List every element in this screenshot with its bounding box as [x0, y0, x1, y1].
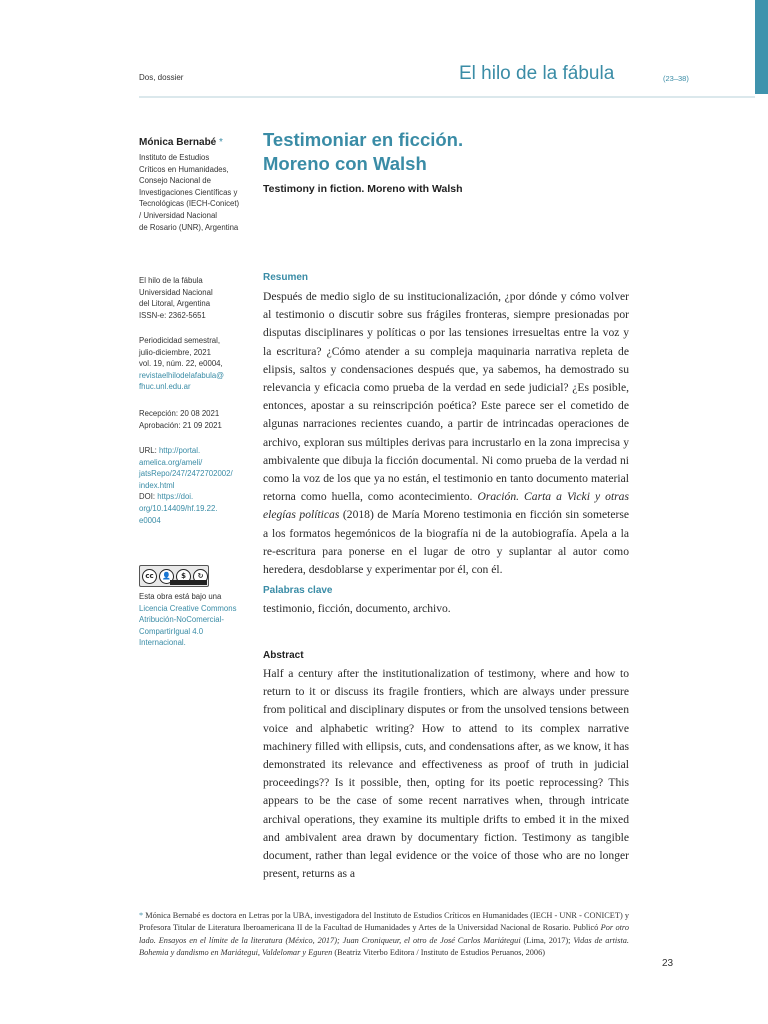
periodicity-line: vol. 19, núm. 22, e0004,: [139, 359, 223, 369]
affiliation-line: Instituto de Estudios: [139, 153, 210, 162]
affiliation-line: Críticos en Humanidades,: [139, 164, 229, 174]
publication-info: [139, 275, 257, 321]
affiliation-line: / Universidad Nacional: [139, 210, 218, 220]
issn: ISSN-e: 2362-5651: [139, 310, 206, 320]
by-attribution-icon: 👤: [159, 569, 174, 584]
abstract-text: Half a century after the institutionalization of testimony, where and how to return to it or discuss its fragile frontiers, which are always under pressure from political and disciplinary disputes or from the unsolved tensions between voice and alphabetic writing? How to attend to its complex narrative machinery filled with ellipsis, cuts, and condensations after, as we know, it has demonstrated its relevance and effectiveness as proof of truth in judicial proceedings?? Is it possible, then, opting for its poetic reprocessing? This appears to be the case of some recent narratives when, through intricate archival operations, they examine its multiple drifts to embed it in the mixed and ambivalent area drawn by documentary fiction. Testimony as tangible document, rather than legal evidence or the voice of those who are no longer present, returns as a: [263, 667, 629, 881]
periodicity-info: [139, 335, 257, 393]
approved-date: Aprobación: 21 09 2021: [139, 420, 222, 430]
resumen-part: (2018) de María Moreno testimonia en ficción sin someterse a los formatos hegemónicos de la biografía ni de la autobiografía. Apela a la re-escritura para ponerse en el lugar de otro y suplantar al autor como heredera, desdoblarse y experimentar por él, con él.: [263, 508, 629, 577]
creative-commons-badge[interactable]: [139, 565, 209, 587]
title-line: Moreno con Walsh: [263, 153, 427, 174]
cc-label-strip: [170, 580, 207, 585]
journal-title: El hilo de la fábula: [459, 63, 615, 84]
section-label: Dos, dossier: [139, 73, 184, 82]
doi-label: DOI:: [139, 492, 156, 502]
journal-name: El hilo de la fábula: [139, 276, 203, 285]
footnote-text: Mónica Bernabé es doctora en Letras por la UBA, investigadora del Instituto de Estudios Críticos en Humanidades (IECH - UNR - CONICET) y Profesora Titular de Literatura Iberoamericana II de la Facultad de Humanidades y Artes de la Universidad Nacional de Rosario. Publicó: [139, 911, 629, 933]
license-link[interactable]: [139, 603, 257, 649]
footnote-marker: *: [139, 911, 144, 920]
url-label: URL:: [139, 446, 157, 455]
author-name: [139, 137, 223, 148]
received-date: Recepción: 20 08 2021: [139, 409, 220, 418]
email-line[interactable]: fhuc.unl.edu.ar: [139, 382, 191, 392]
header-divider: [139, 96, 755, 98]
url-line[interactable]: jatsRepo/247/2472702002/: [139, 469, 233, 479]
author-footnote-marker[interactable]: *: [219, 137, 223, 148]
publisher-line: Universidad Nacional: [139, 287, 213, 297]
page-range: (23–38): [663, 74, 689, 83]
sharealike-icon: ↻: [193, 569, 208, 584]
url-line[interactable]: amelica.org/ameli/: [139, 457, 203, 467]
article-title: [263, 128, 629, 176]
affiliation-line: Investigaciones Científicas y: [139, 187, 238, 197]
title-line: Testimoniar en ficción.: [263, 129, 464, 150]
footnote-text: (Beatriz Viterbo Editora / Instituto de Estudios Peruanos, 2006): [332, 948, 545, 958]
url-block: [139, 445, 257, 457]
resumen-part: Después de medio siglo de su institucionalización, ¿por dónde y cómo volver al testimonio o discutir sobre sus frágiles fronteras, siempre presionadas por disputas disciplinares y políticas o por las tensiones irresueltas entre la voz y la escritura? ¿Cómo atender a su compleja maquinaria narrativa repleta de elipsis, saltos y condensaciones después que, ya sabemos, ha demostrado su relevancia y eficacia como prueba de la verdad en sede judicial? ¿Es posible, entonces, apostar a su reinscripción poética? Este parece ser el cometido de algunas narraciones recientes cuando, a partir de intrincadas operaciones de archivo, exploran sus múltiples derivas para incrustarlo en la zona imprecisa y ambivalente que dibuja la ficción documental. Ni como prueba de la verdad ni como la voz de los que ya no están, el testimonio en tanto documento material retorna como huella, como acontecimiento.: [263, 290, 629, 504]
keywords-text: testimonio, ficción, documento, archivo.: [263, 602, 451, 615]
submission-dates: [139, 408, 257, 431]
resumen-heading: Resumen: [263, 272, 309, 283]
footnote-book-titles: Por otro lado. Ensayos en el límite de la literatura (México, 2017); Juan Croniqueur, el otro de José Carlos Mariátegui: [139, 923, 630, 945]
cc-icon: cc: [142, 569, 157, 584]
license-notice: [139, 591, 257, 649]
affiliation-line: de Rosario (UNR), Argentina: [139, 222, 239, 232]
edge-color-bar: [755, 0, 768, 94]
footnote-text: (Lima, 2017);: [520, 935, 574, 945]
publisher-line: del Litoral, Argentina: [139, 299, 211, 309]
noncommercial-icon: $: [176, 569, 191, 584]
doi-block: [139, 491, 257, 503]
email-line[interactable]: revistaelhilodelafabula@: [139, 370, 225, 380]
url-line[interactable]: index.html: [139, 480, 175, 490]
license-line[interactable]: Licencia Creative Commons: [139, 603, 237, 613]
periodicity-line: julio-diciembre, 2021: [139, 347, 211, 357]
resumen-text: [263, 288, 629, 579]
resumen-book-title: Oración. Carta a Vicki y otras elegías políticas: [263, 490, 629, 522]
license-line[interactable]: Atribución-NoComercial-: [139, 615, 224, 625]
doi-line[interactable]: https://doi.: [157, 492, 194, 502]
affiliation-line: Tecnológicas (IECH-Conicet): [139, 199, 240, 209]
doi-line[interactable]: e0004: [139, 515, 161, 525]
affiliation-line: Consejo Nacional de: [139, 176, 211, 186]
page-number: 23: [662, 958, 674, 969]
doi-line[interactable]: org/10.14409/hf.19.22.: [139, 503, 218, 513]
abstract-heading: Abstract: [263, 650, 304, 661]
footnote-book-title: Vidas de artista. Bohemia y dandismo en Mariátegui, Valdelomar y Eguren: [139, 935, 629, 958]
license-intro: Esta obra está bajo una: [139, 592, 222, 601]
license-line[interactable]: Internacional.: [139, 638, 186, 648]
keywords-heading: Palabras clave: [263, 585, 333, 596]
periodicity-line: Periodicidad semestral,: [139, 336, 221, 345]
author-name-text: Mónica Bernabé: [139, 137, 217, 148]
author-footnote: [139, 910, 629, 960]
author-affiliation: [139, 152, 257, 233]
english-title: Testimony in fiction. Moreno with Walsh: [263, 183, 463, 195]
url-line[interactable]: http://portal.: [158, 446, 201, 455]
article-links: [139, 445, 257, 526]
license-line[interactable]: CompartirIgual 4.0: [139, 626, 204, 636]
journal-email-link[interactable]: [139, 370, 257, 393]
